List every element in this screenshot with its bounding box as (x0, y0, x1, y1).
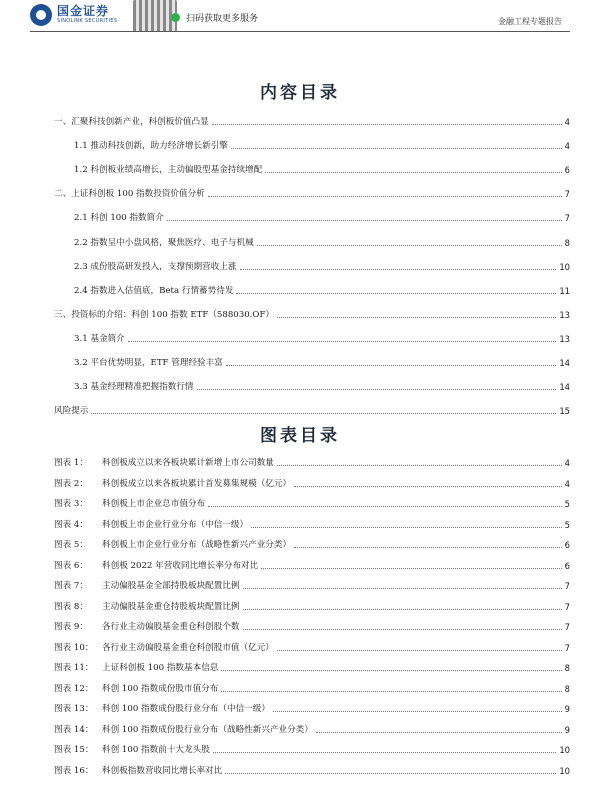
toc-entry-text: 2.3 成份股高研发投入，支撑预期营收上涨 (74, 261, 237, 272)
figure-entry-text: 上证科创板 100 指数基本信息 (102, 663, 219, 673)
logo-name-en: SINOLINK SECURITIES (57, 18, 118, 24)
dot-leader (277, 465, 562, 466)
dot-leader (197, 389, 557, 390)
dot-leader (240, 269, 557, 270)
figure-entry-text: 科创 100 指数成份股市值分布 (102, 683, 219, 694)
dot-leader (167, 220, 562, 221)
toc-entry[interactable] (74, 162, 570, 176)
figure-entry-page: 5 (564, 499, 570, 509)
toc-entry[interactable] (74, 331, 570, 345)
figure-entry[interactable] (54, 496, 570, 510)
dot-leader (277, 650, 562, 651)
figure-entry-page: 7 (564, 581, 570, 591)
dot-leader (243, 609, 562, 610)
figure-entry[interactable] (54, 619, 570, 633)
figure-entry-text: 科创 100 指数前十大龙头股 (102, 745, 210, 755)
page-header (0, 0, 600, 32)
figure-entry[interactable] (54, 681, 570, 695)
figures-title: 图表目录 (260, 426, 340, 446)
figure-entry[interactable] (54, 558, 570, 572)
toc-entry-page: 11 (559, 285, 570, 296)
toc-entry-page: 7 (564, 213, 570, 224)
dot-leader (243, 629, 562, 630)
figure-entry-text: 科创板 2022 年营收同比增长率分布对比 (102, 560, 259, 571)
wechat-badge-icon (171, 13, 180, 22)
figure-entry-text: 各行业主动偏股基金重仓科创股市值（亿元） (102, 642, 274, 653)
figure-entry-page: 4 (564, 478, 570, 489)
figure-entry[interactable] (54, 763, 570, 777)
figure-entry-text: 科创板上市企业总市值分布 (102, 499, 206, 509)
toc-entry-text: 1.1 推动科技创新，助力经济增长新引擎 (74, 141, 228, 152)
toc-entry-page: 6 (564, 165, 570, 176)
toc-entry-text: 3.3 基金经理精准把握指数行情 (74, 382, 194, 393)
dot-leader (251, 527, 562, 528)
figure-entry[interactable] (54, 476, 570, 490)
figure-entry-label: 图表 13： (54, 704, 94, 714)
figure-entry[interactable] (54, 640, 570, 654)
toc-entry-page: 10 (559, 261, 570, 272)
figure-entry-page: 9 (564, 724, 570, 735)
toc-entry-text: 2.4 指数进入估值底，Beta 行情蓄势待发 (74, 285, 234, 296)
dot-leader (294, 547, 562, 548)
dot-leader (231, 148, 562, 149)
figure-entry[interactable] (54, 722, 570, 736)
toc-entry[interactable] (74, 210, 570, 224)
header-divider (30, 31, 570, 32)
figure-entry-text: 科创板成立以来各板块累计首发募集规模（亿元） (102, 478, 292, 489)
dot-leader (265, 172, 561, 173)
dot-leader (273, 711, 562, 712)
figure-entry-text: 科创板成立以来各板块累计新增上市公司数量 (102, 458, 274, 468)
toc-entry[interactable] (54, 307, 570, 321)
dot-leader (226, 365, 557, 366)
dot-leader (294, 486, 562, 487)
toc-entry-text: 2.2 指数呈中小盘风格，聚焦医疗、电子与机械 (74, 237, 254, 248)
toc-entry-text: 3.2 平台优势明显，ETF 管理经验丰富 (74, 358, 223, 368)
toc-entry-text: 三、投资标的介绍：科创 100 指数 ETF（588030.OF） (54, 309, 275, 320)
figure-entry-label: 图表 5： (54, 540, 88, 550)
figure-entry-page: 7 (564, 622, 570, 632)
dot-leader (213, 752, 557, 753)
figure-entry-page: 7 (564, 642, 570, 653)
toc-entry[interactable] (74, 235, 570, 249)
dot-leader (225, 773, 556, 774)
dot-leader (128, 341, 557, 342)
company-logo (30, 4, 117, 26)
figure-entry-label: 图表 12： (54, 683, 94, 694)
toc-entry-text: 3.1 基金简介 (74, 333, 125, 344)
figure-entry[interactable] (54, 455, 570, 469)
figure-entry-label: 图表 1： (54, 458, 88, 468)
figure-entry-text: 科创板上市企业行业分布（战略性新兴产业分类） (102, 540, 292, 550)
toc-entry[interactable] (54, 186, 570, 200)
dot-leader (91, 413, 556, 414)
dot-leader (243, 588, 562, 589)
dot-leader (208, 196, 562, 197)
figure-entry[interactable] (54, 742, 570, 756)
dot-leader (257, 245, 562, 246)
figure-entry-label: 图表 3： (54, 499, 88, 509)
dot-leader (221, 691, 561, 692)
toc-entry-page: 13 (559, 309, 570, 320)
toc-entry[interactable] (74, 379, 570, 393)
logo-mark-icon (30, 4, 52, 26)
toc-entry[interactable] (54, 403, 570, 417)
figure-entry-page: 10 (559, 745, 570, 755)
toc-entry[interactable] (74, 259, 570, 273)
figure-entry-text: 主动偏股基金全部持股板块配置比例 (102, 581, 240, 591)
figure-entry-text: 科创板上市企业行业分布（中信一级） (102, 519, 249, 530)
toc-entry-text: 2.1 科创 100 指数简介 (74, 213, 164, 224)
figure-entry[interactable] (54, 701, 570, 715)
figure-entry-page: 8 (564, 683, 570, 694)
toc-title: 内容目录 (260, 83, 340, 103)
dot-leader (236, 293, 556, 294)
figure-entry[interactable] (54, 599, 570, 613)
toc-entry[interactable] (54, 114, 570, 128)
figure-entry-page: 6 (564, 540, 570, 550)
figure-entry-text: 科创 100 指数成份股行业分布（中信一级） (102, 704, 270, 714)
dot-leader (212, 124, 562, 125)
figure-entry-page: 8 (564, 663, 570, 673)
figure-entry-label: 图表 8： (54, 601, 88, 612)
figure-entry-text: 科创板指数营收同比增长率对比 (102, 765, 223, 776)
figure-entry[interactable] (54, 660, 570, 674)
figure-entry-label: 图表 7： (54, 581, 88, 591)
figure-entry[interactable] (54, 517, 570, 531)
figure-entry-text: 各行业主动偏股基金重仓科创股个数 (102, 622, 240, 632)
figure-entry-label: 图表 4： (54, 519, 88, 530)
toc-entry-page: 4 (564, 141, 570, 152)
figure-entry-label: 图表 2： (54, 478, 88, 489)
toc-entry[interactable] (74, 138, 570, 152)
toc-entry-page: 8 (564, 237, 570, 248)
figure-entry-page: 7 (564, 601, 570, 612)
figure-entry[interactable] (54, 578, 570, 592)
figure-entry-label: 图表 6： (54, 560, 88, 571)
figure-entry-label: 图表 16： (54, 765, 94, 776)
toc-entry-text: 1.2 科创板业绩高增长，主动偏股型基金持续增配 (74, 165, 263, 176)
figure-entry-label: 图表 9： (54, 622, 88, 632)
figure-entry-page: 9 (564, 704, 570, 714)
report-type-label: 金融工程专题报告 (498, 17, 562, 26)
figure-entry-page: 6 (564, 560, 570, 571)
dot-leader (221, 670, 561, 671)
dot-leader (277, 317, 556, 318)
toc-entry-page: 15 (559, 406, 570, 417)
figure-entry-page: 4 (564, 458, 570, 468)
toc-entry-page: 14 (559, 358, 570, 368)
toc-entry[interactable] (74, 283, 570, 297)
toc-entry-page: 13 (559, 333, 570, 344)
toc-entry-text: 二、上证科创板 100 指数投资价值分析 (54, 189, 205, 200)
figure-entry[interactable] (54, 537, 570, 551)
scan-prompt: 扫码获取更多服务 (186, 14, 259, 24)
figure-entry-text: 主动偏股基金重仓持股板块配置比例 (102, 601, 240, 612)
figure-entry-label: 图表 11： (54, 663, 94, 673)
figure-entry-page: 5 (564, 519, 570, 530)
toc-entry-page: 7 (564, 189, 570, 200)
dot-leader (261, 568, 561, 569)
toc-entry-text: 风险提示 (54, 406, 89, 417)
toc-entry[interactable] (74, 355, 570, 369)
figure-entry-page: 10 (559, 765, 570, 776)
dot-leader (208, 506, 562, 507)
dot-leader (316, 732, 562, 733)
figure-entry-text: 科创 100 指数成份股行业分布（战略性新兴产业分类） (102, 724, 313, 735)
toc-entry-page: 4 (564, 117, 570, 127)
figure-entry-label: 图表 14： (54, 724, 94, 735)
toc-entry-page: 14 (559, 382, 570, 393)
logo-name-cn: 国金证券 (57, 4, 110, 18)
toc-entry-text: 一、汇聚科技创新产业，科创板价值凸显 (54, 117, 209, 127)
figure-entry-label: 图表 15： (54, 745, 94, 755)
figure-entry-label: 图表 10： (54, 642, 94, 653)
